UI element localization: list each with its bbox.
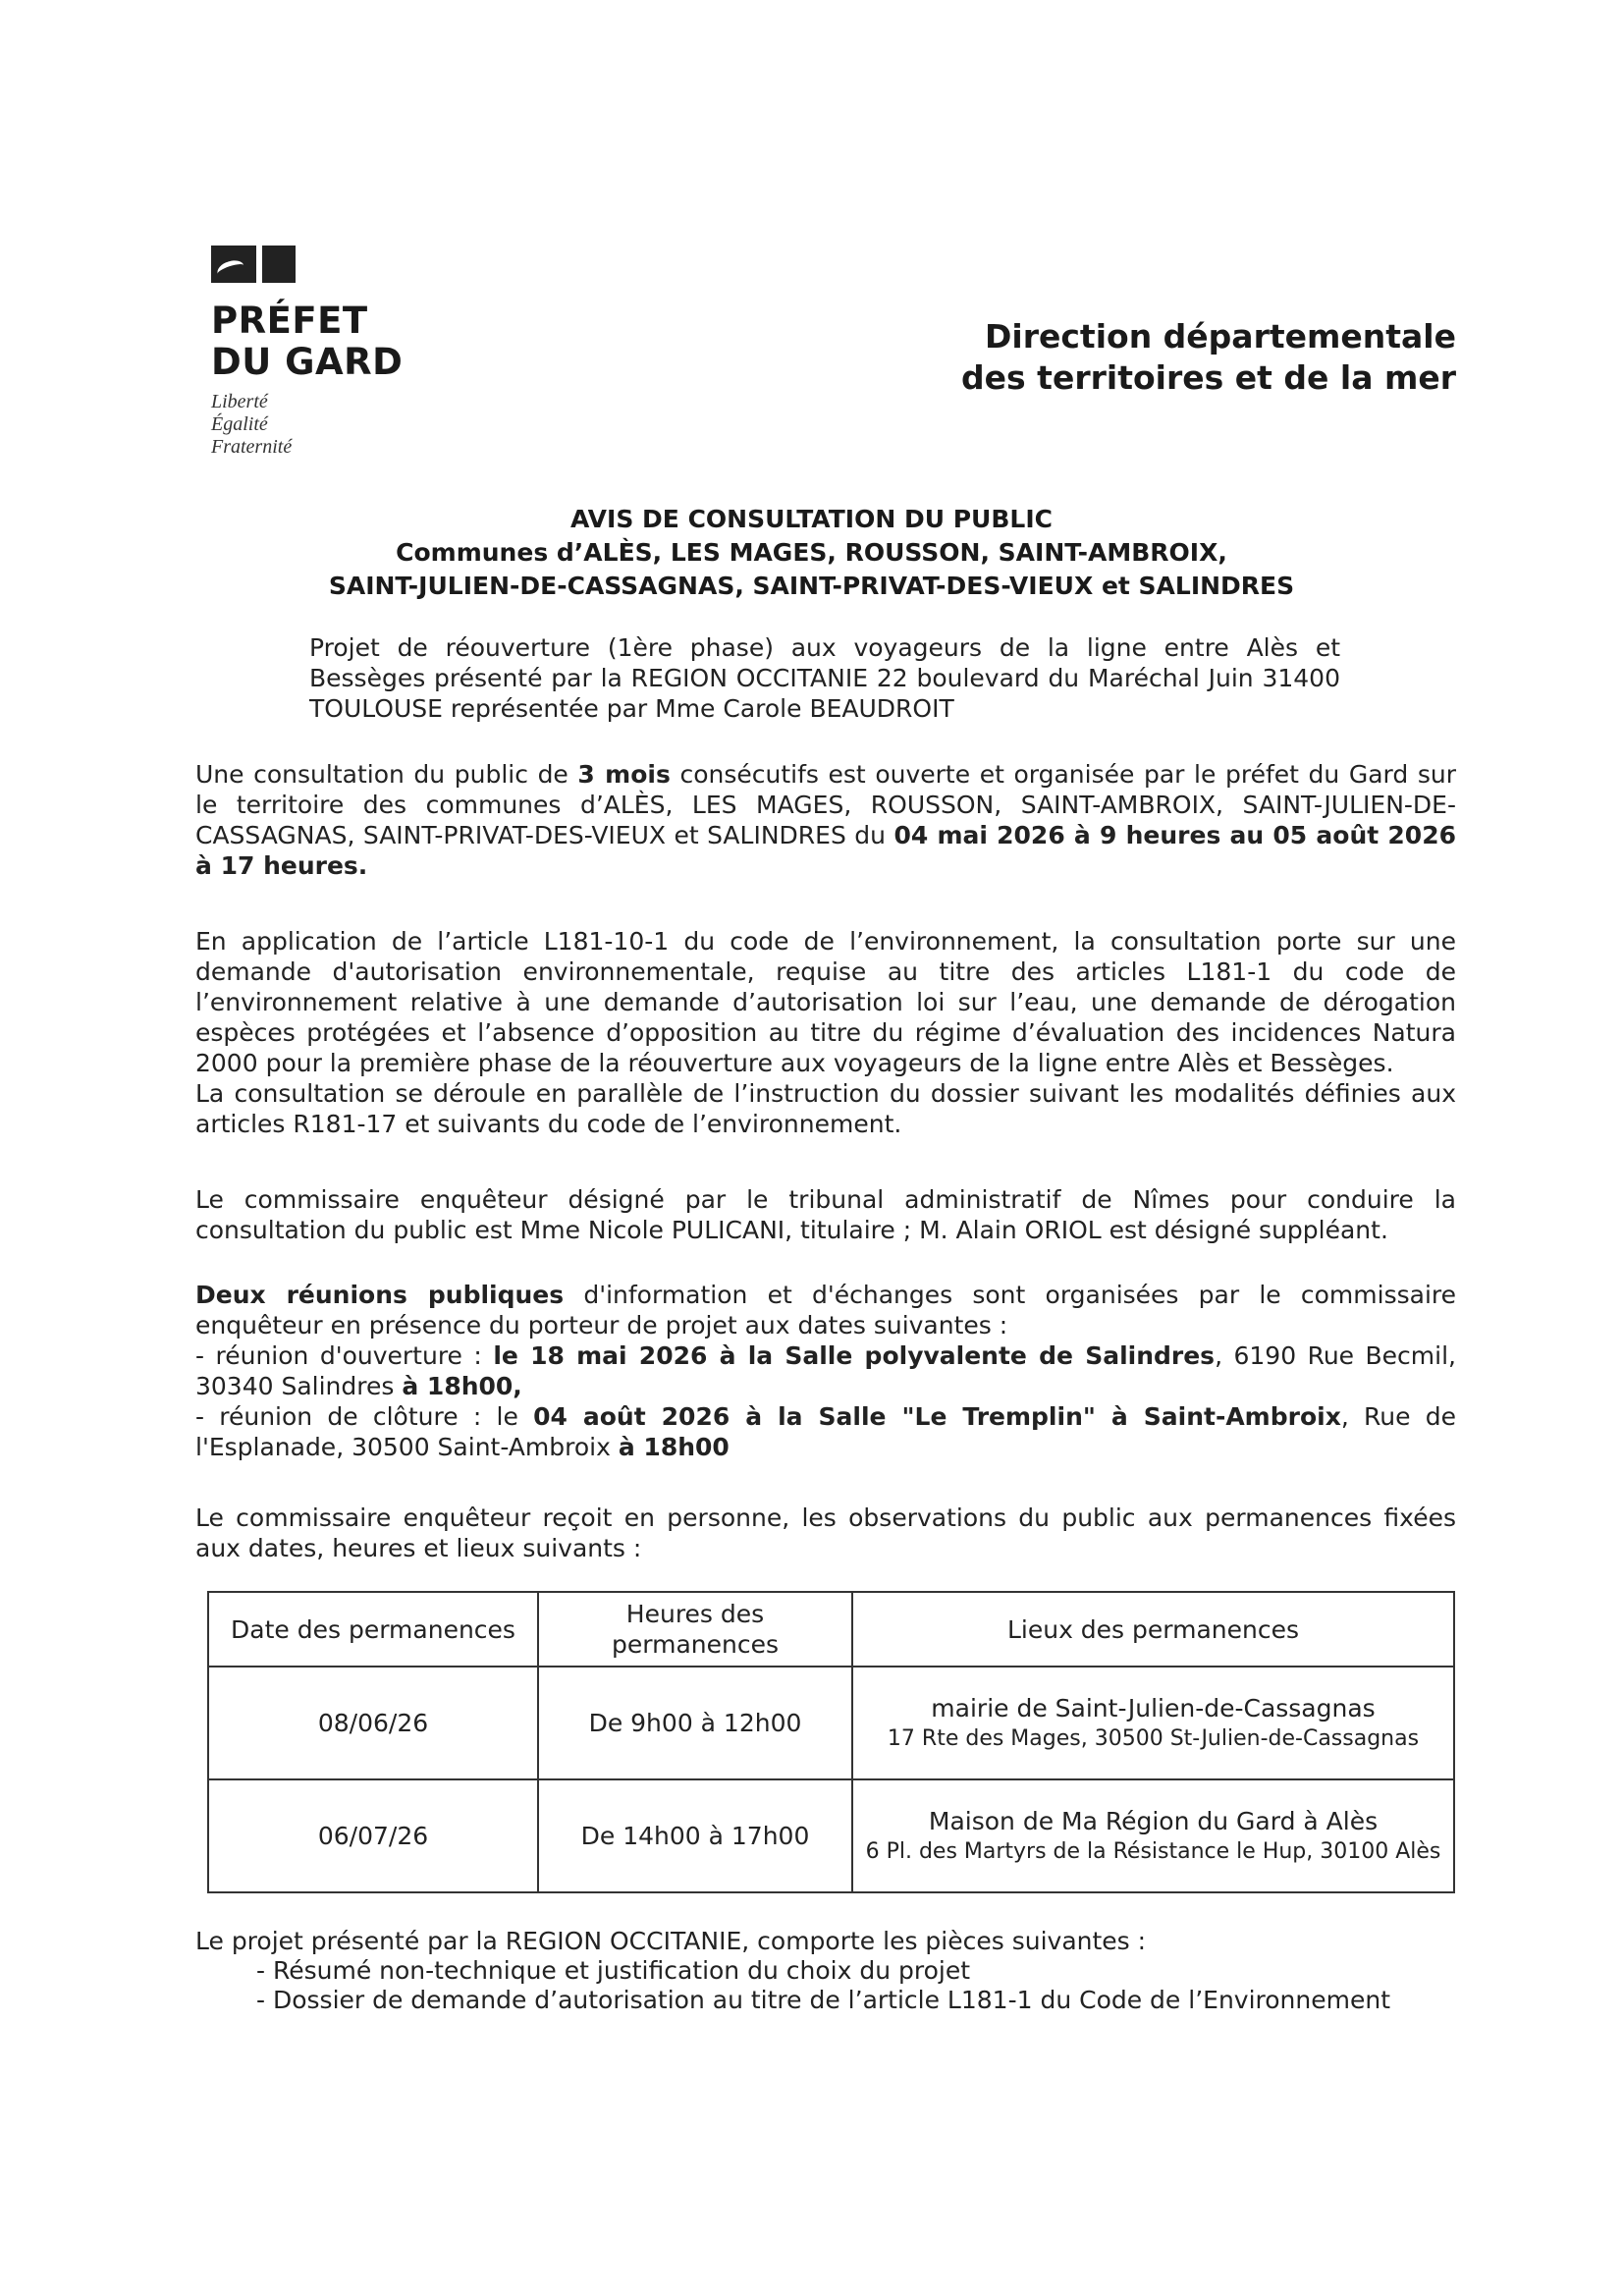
marianne-logo-icon [211,246,403,283]
consultation-paragraph: Une consultation du public de 3 mois consécutifs est ouverte et organisée par le préfet du Gard sur le territoire des communes d’ALÈS, LES MAGES, ROUSSON, SAINT-AMBROIX, SAINT-JULIEN-DE-CASSAGNAS, SAINT-PRIVAT-DES-VIEUX et SALINDRES du 04 mai 2026 à 9 heures au 05 août 2026 à 17 heures. [195,760,1456,880]
project-intro: Projet de réouverture (1ère phase) aux voyageurs de la ligne entre Alès et Bessèges présenté par la REGION OCCITANIE 22 boulevard du Maréchal Juin 31400 TOULOUSE représentée par Mme Carole BEAUDROIT [309,633,1340,723]
list-item: - Dossier de demande d’autorisation au titre de l’article L181-1 du Code de l’Environnement [256,1986,1391,2014]
permanences-table [207,1591,1455,1893]
permanences-intro: Le commissaire enquêteur reçoit en personne, les observations du public aux permanences fixées aux dates, heures et lieux suivants : [195,1503,1456,1562]
permanence-hours: De 9h00 à 12h00 [538,1667,852,1779]
table-header-hours: Heures des permanences [538,1592,852,1667]
table-row [208,1667,1454,1779]
application-paragraph: En application de l’article L181-10-1 du code de l’environnement, la consultation porte sur une demande d'autorisation environnementale, requise au titre des articles L181-1 du code de l’environnement relative à une demande d’autorisation loi sur l’eau, une demande de dérogation espèces protégées et l’absence d’opposition au titre du régime d’évaluation des incidences Natura 2000 pour la première phase de la réouverture aux voyageurs de la ligne entre Alès et Bessèges. La consultation se déroule en parallèle de l’instruction du dossier suivant les modalités définies aux articles R181-17 et suivants du code de l’environnement. [195,927,1456,1138]
permanence-place: mairie de Saint-Julien-de-Cassagnas 17 Rte des Mages, 30500 St-Julien-de-Cassagnas [852,1667,1454,1779]
table-header-row [208,1592,1454,1667]
table-header-date: Date des permanences [208,1592,538,1667]
prefet-title: PRÉFET DU GARD [211,300,404,383]
commissaire-paragraph: Le commissaire enquêteur désigné par le tribunal administratif de Nîmes pour conduire la consultation du public est Mme Nicole PULICANI, titulaire ; M. Alain ORIOL est désigné suppléant. [195,1185,1456,1244]
table-header-place: Lieux des permanences [852,1592,1454,1667]
prefet-logo [211,246,403,459]
permanence-place: Maison de Ma Région du Gard à Alès 6 Pl. des Martyrs de la Résistance le Hup, 30100 Alès [852,1779,1454,1892]
table-row [208,1779,1454,1892]
permanence-date: 08/06/26 [208,1667,538,1779]
notice-title: AVIS DE CONSULTATION DU PUBLIC Communes d’ALÈS, LES MAGES, ROUSSON, SAINT-AMBROIX, SAINT-JULIEN-DE-CASSAGNAS, SAINT-PRIVAT-DES-VIEUX et SALINDRES [328,505,1295,600]
republic-motto: Liberté Égalité Fraternité [211,391,293,458]
pieces-list [195,1956,1472,2015]
permanence-date: 06/07/26 [208,1779,538,1892]
project-pieces: Le projet présenté par la REGION OCCITANIE, comporte les pièces suivantes : - Résumé non-technique et justification du choix du projet - Dossier de demande d’autorisation au titre de l’article L181-1 du Code de l’Environnement [195,1927,1472,2015]
permanence-hours: De 14h00 à 17h00 [538,1779,852,1892]
reunions-paragraph: Deux réunions publiques d'information et d'échanges sont organisées par le commissaire enquêteur en présence du porteur de projet aux dates suivantes : - réunion d'ouverture : le 18 mai 2026 à la Salle polyvalente de Salindres, 6190 Rue Becmil, 30340 Salindres à 18h00, - réunion de clôture : le 04 août 2026 à la Salle "Le Tremplin" à Saint-Ambroix, Rue de l'Esplanade, 30500 Saint-Ambroix à 18h00 [195,1281,1456,1461]
list-item: - Résumé non-technique et justification du choix du projet [256,1956,971,1985]
direction-name: Direction départementale des territoires et de la mer [961,317,1456,397]
